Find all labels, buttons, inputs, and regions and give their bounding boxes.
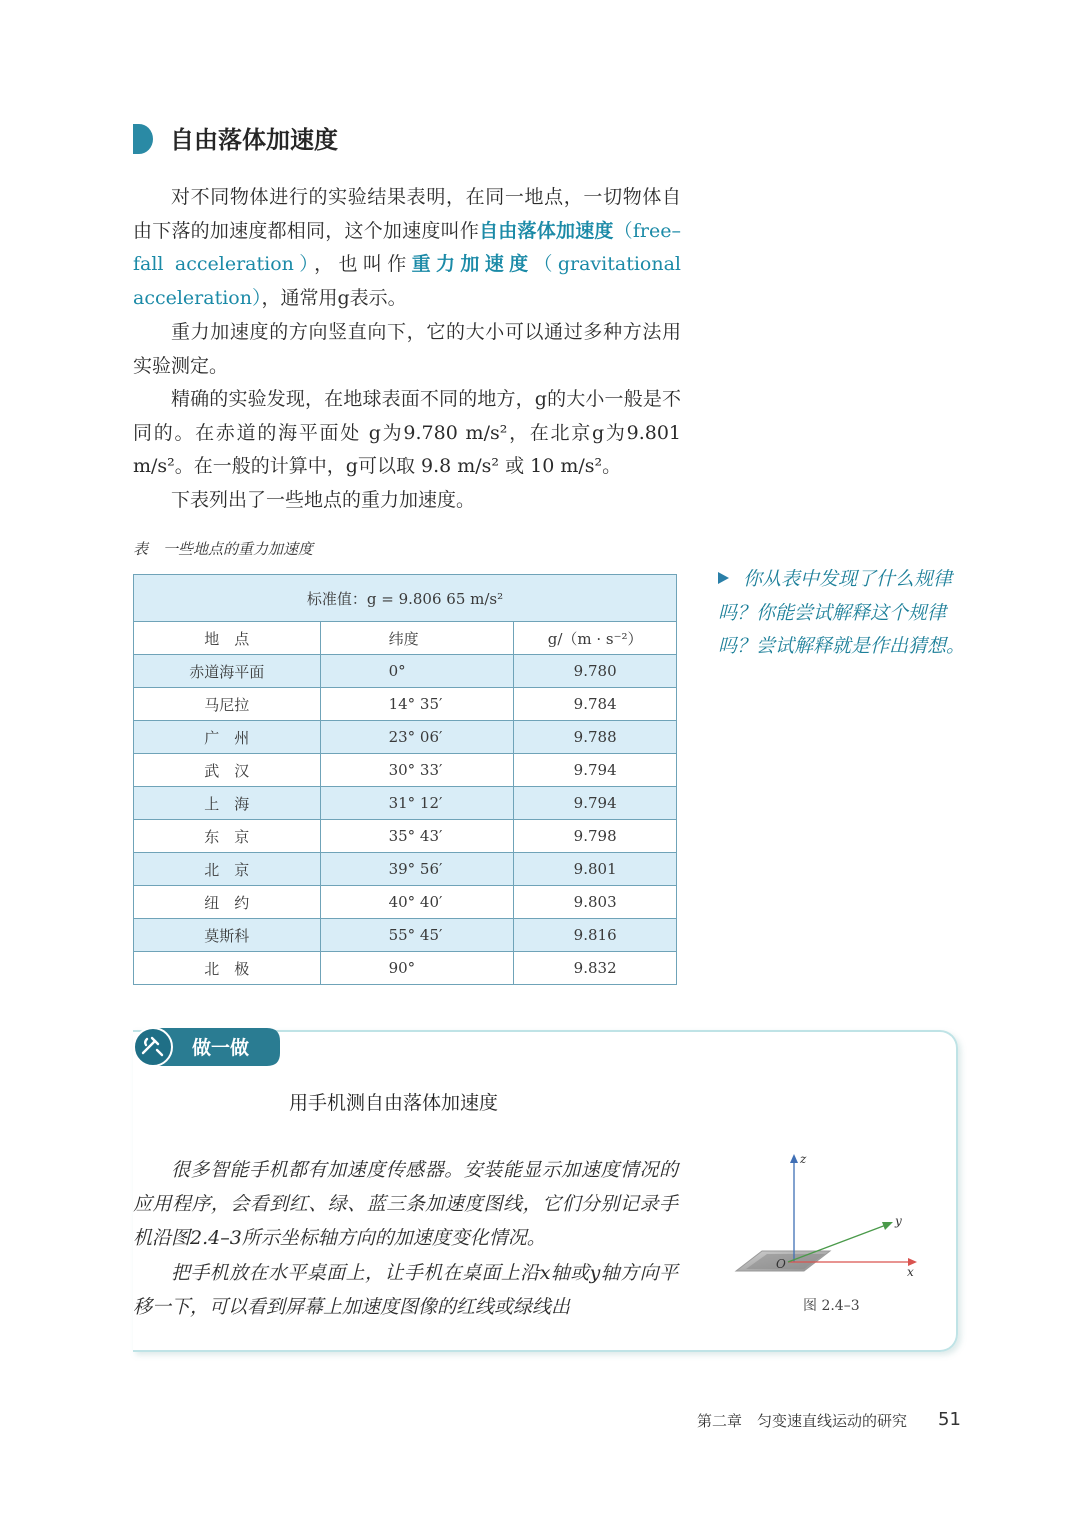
cell-latitude: 35° 43′ <box>320 820 514 853</box>
z-axis-label: z <box>800 1152 807 1166</box>
cell-latitude: 0° <box>320 655 514 688</box>
activity-paragraph: 把手机放在水平桌面上，让手机在桌面上沿x轴或y轴方向平移一下，可以看到屏幕上加速度图像的红线或绿线出 <box>133 1261 678 1318</box>
paragraph-text: ，也叫作 <box>314 253 412 275</box>
cell-latitude: 14° 35′ <box>320 688 514 721</box>
paragraph-text: 精确的实验发现，在地球表面不同的地方，g的大小一般是不同的。在赤道的海平面处 g为9.780 m/s²，在北京g为9.801 m/s²。在一般的计算中，g可以取 9.8 m/s² 或 10 m/s²。 <box>133 388 681 477</box>
paragraph-table-intro <box>133 484 681 518</box>
origin-label: O <box>776 1257 786 1271</box>
cell-gravity: 9.784 <box>514 688 677 721</box>
cell-latitude: 30° 33′ <box>320 754 514 787</box>
cell-latitude: 31° 12′ <box>320 787 514 820</box>
table-row <box>134 787 677 820</box>
y-axis-label: y <box>895 1214 902 1228</box>
cell-location: 东 京 <box>134 820 321 853</box>
term-gravity-english: （gravitational acceleration） <box>133 253 681 309</box>
paragraph-direction <box>133 316 681 383</box>
table-row <box>134 721 677 754</box>
cell-location: 武 汉 <box>134 754 321 787</box>
cell-latitude: 55° 45′ <box>320 919 514 952</box>
y-axis <box>788 1225 886 1262</box>
cell-location: 广 州 <box>134 721 321 754</box>
cell-location: 莫斯科 <box>134 919 321 952</box>
page-number: 51 <box>938 1409 961 1430</box>
activity-heading: 用手机测自由落体加速度 <box>289 1092 499 1114</box>
standard-value: 标准值：g = 9.806 65 m/s² <box>134 575 677 622</box>
cell-gravity: 9.803 <box>514 886 677 919</box>
term-free-fall: 自由落体加速度 <box>479 219 614 242</box>
cell-gravity: 9.788 <box>514 721 677 754</box>
paragraph-text: 重力加速度的方向竖直向下，它的大小可以通过多种方法用实验测定。 <box>133 321 681 377</box>
table-row <box>134 853 677 886</box>
cell-gravity: 9.780 <box>514 655 677 688</box>
section-title: 自由落体加速度 <box>170 126 338 154</box>
gravity-table <box>133 574 677 985</box>
table-row <box>134 919 677 952</box>
footer-chapter: 第二章 匀变速直线运动的研究 <box>697 1412 908 1430</box>
cell-latitude: 23° 06′ <box>320 721 514 754</box>
table-row <box>134 886 677 919</box>
term-free-fall-english: （free–fall acceleration） <box>133 219 681 275</box>
cell-gravity: 9.832 <box>514 952 677 985</box>
x-axis-label: x <box>907 1265 914 1279</box>
paragraph-measurement <box>133 383 681 484</box>
table-header-row <box>134 622 677 655</box>
axes-figure <box>728 1150 928 1285</box>
triangle-arrow-icon <box>718 572 729 584</box>
activity-text <box>133 1153 678 1324</box>
cell-gravity: 9.794 <box>514 787 677 820</box>
activity-paragraph: 很多智能手机都有加速度传感器。安装能显示加速度情况的应用程序，会看到红、绿、蓝三条加速度图线，它们分别记录手机沿图2.4–3所示坐标轴方向的加速度变化情况。 <box>133 1159 678 1250</box>
paragraph-text: 下表列出了一些地点的重力加速度。 <box>171 489 476 511</box>
table-row <box>134 952 677 985</box>
term-gravity: 重力加速度 <box>411 253 534 275</box>
paragraph-text: 对不同物体进行的实验结果表明，在同一地点，一切物体自由下落的加速度都相同，这个加速度叫作 <box>133 186 681 242</box>
table-banner-row <box>134 575 677 622</box>
section-marker-icon <box>133 124 153 154</box>
cell-latitude: 39° 56′ <box>320 853 514 886</box>
cell-gravity: 9.798 <box>514 820 677 853</box>
cell-location: 上 海 <box>134 787 321 820</box>
table-row <box>134 688 677 721</box>
header-latitude: 纬度 <box>320 622 514 655</box>
header-location: 地 点 <box>134 622 321 655</box>
activity-title: 做一做 <box>192 1037 250 1059</box>
cell-gravity: 9.816 <box>514 919 677 952</box>
cell-gravity: 9.794 <box>514 754 677 787</box>
paragraph-definition <box>133 181 681 315</box>
cell-location: 北 极 <box>134 952 321 985</box>
margin-note-text: 你从表中发现了什么规律吗？你能尝试解释这个规律吗？尝试解释就是作出猜想。 <box>718 568 966 657</box>
table-row <box>134 754 677 787</box>
paragraph-text: ，通常用g表示。 <box>261 286 407 309</box>
header-gravity: g/（m · s⁻²） <box>514 622 677 655</box>
cell-latitude: 40° 40′ <box>320 886 514 919</box>
margin-note <box>718 563 968 664</box>
table-row <box>134 655 677 688</box>
figure-caption: 图 2.4–3 <box>803 1298 860 1314</box>
cell-latitude: 90° <box>320 952 514 985</box>
table-caption: 表 一些地点的重力加速度 <box>133 540 314 558</box>
cell-location: 纽 约 <box>134 886 321 919</box>
cell-location: 赤道海平面 <box>134 655 321 688</box>
cell-location: 北 京 <box>134 853 321 886</box>
table-row <box>134 820 677 853</box>
cell-gravity: 9.801 <box>514 853 677 886</box>
cell-location: 马尼拉 <box>134 688 321 721</box>
